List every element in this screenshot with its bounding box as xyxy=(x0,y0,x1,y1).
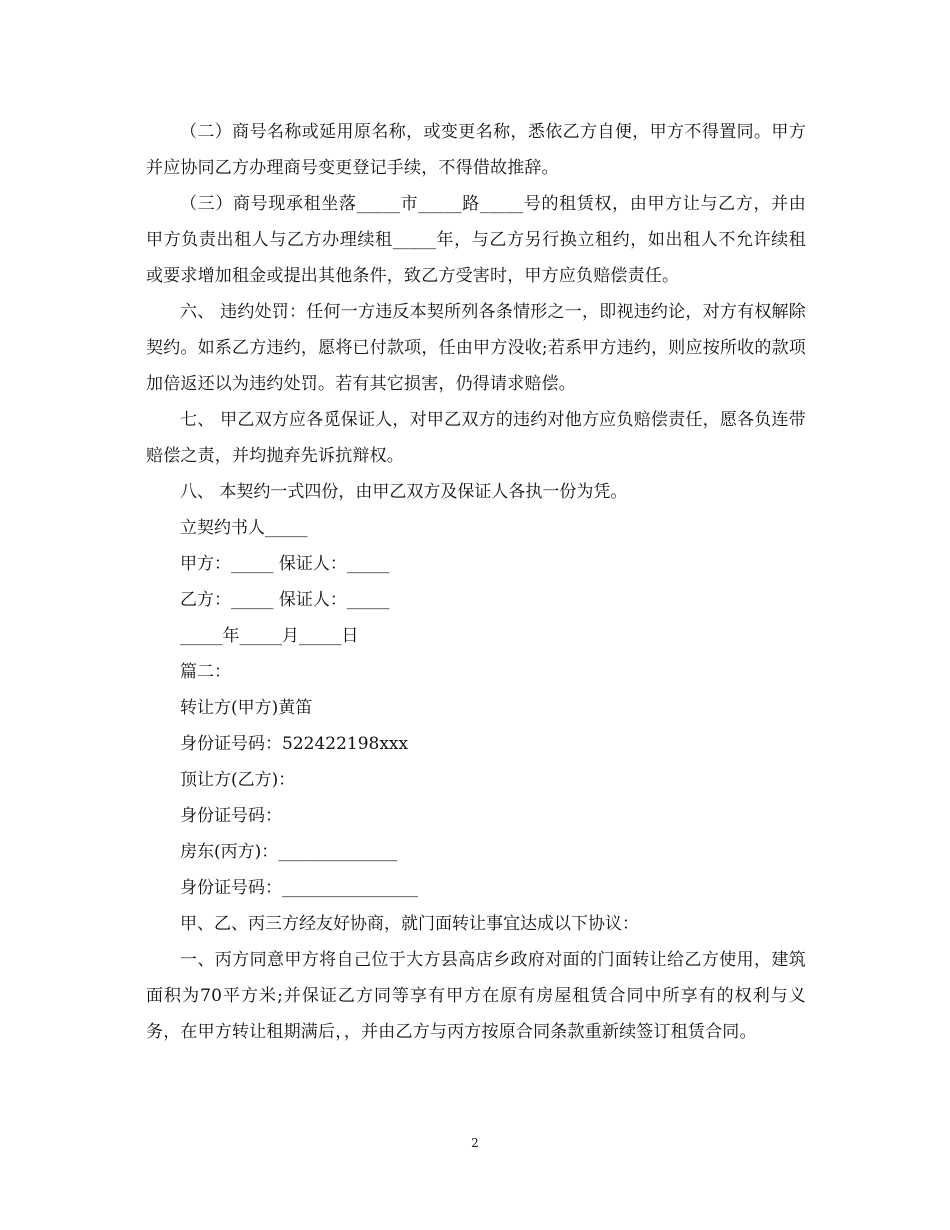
paragraph-trade-name: （二）商号名称或延用原名称，或变更名称，悉依乙方自便，甲方不得置同。甲方并应协同乙方办理商号变更登记手续，不得借故推辞。 xyxy=(146,122,806,178)
paragraph-guarantor: 七、 甲乙双方应各觅保证人，对甲乙双方的违约对他方应负赔偿责任，愿各负连带赔偿之责，并均抛弃先诉抗辩权。 xyxy=(146,410,806,466)
line-transferor: 转让方(甲方)黄笛 xyxy=(180,698,313,718)
line-transferee-id: 身份证号码： xyxy=(180,806,282,826)
line-section-two: 篇二： xyxy=(180,662,231,682)
line-agreement-intro: 甲、乙、丙三方经友好协商，就门面转让事宜达成以下协议： xyxy=(180,914,639,934)
paragraph-breach-penalty: 六、 违约处罚：任何一方违反本契所列各条情形之一，即视违约论，对方有权解除契约。如系乙方违约，愿将已付款项，任由甲方没收;若系甲方违约，则应按所收的款项加倍返还以为违约处罚。若有其它损害，仍得请求赔偿。 xyxy=(146,302,806,394)
line-transferee: 顶让方(乙方)： xyxy=(180,770,296,790)
line-party-a-guarantor: 甲方：_____ 保证人：_____ xyxy=(180,554,390,574)
line-landlord: 房东(丙方)：______________ xyxy=(180,842,398,862)
paragraph-lease-right: （三）商号现承租坐落_____市_____路_____号的租赁权，由甲方让与乙方，并由甲方负责出租人与乙方办理续租_____年，与乙方另行换立租约，如出租人不允许续租或要求增加租金或提出其他条件，致乙方受害时，甲方应负赔偿责任。 xyxy=(146,194,806,286)
line-transferor-id: 身份证号码：522422198xxx xyxy=(180,734,409,754)
line-date: _____年_____月_____日 xyxy=(180,626,359,646)
line-copies: 八、 本契约一式四份，由甲乙双方及保证人各执一份为凭。 xyxy=(180,482,628,502)
paragraph-transfer-terms: 一、丙方同意甲方将自己位于大方县高店乡政府对面的门面转让给乙方使用，建筑面积为70平方米;并保证乙方同等享有甲方在原有房屋租赁合同中所享有的权利与义务，在甲方转让租期满后，，并由乙方与丙方按原合同条款重新续签订租赁合同。 xyxy=(146,950,806,1042)
line-contract-signer: 立契约书人_____ xyxy=(180,518,308,538)
page-number: 2 xyxy=(471,1136,479,1150)
line-landlord-id: 身份证号码：________________ xyxy=(180,878,418,898)
line-party-b-guarantor: 乙方：_____ 保证人：_____ xyxy=(180,590,390,610)
